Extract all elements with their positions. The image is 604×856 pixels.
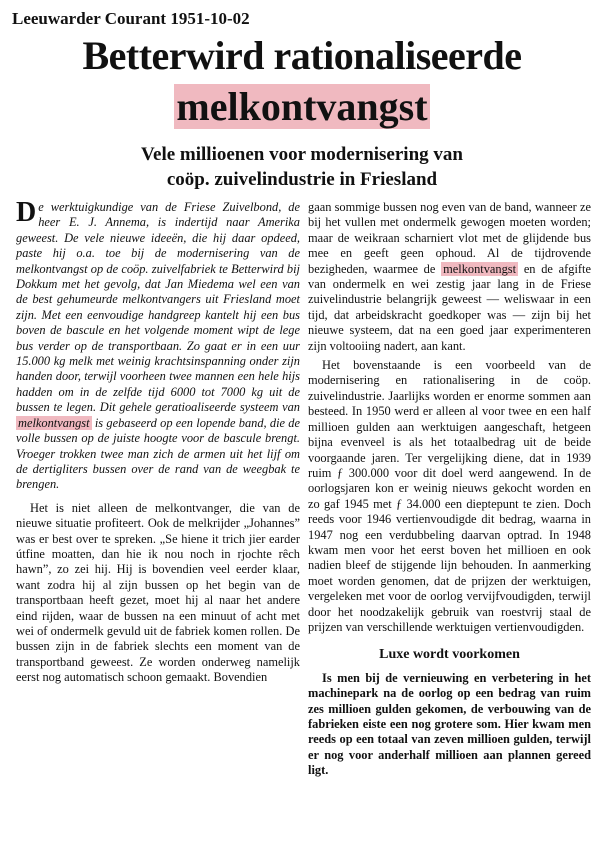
lede-text-1: e werktuigkundige van de Friese Zuivelbond, de heer E. J. Annema, is indertijd naar Amerika geweest. De vele nieuwe ideeën, die hij daar opdeed, paste hij o.a. toe bij de modernisering van de melkontvangst op de coöp. zuivelfabriek te Betterwird bij Dokkum met het gevolg, dat Jan Miedema wel een van de best gehumeurde melkontvangers uit Friesland moet zijn. Met een eenvoudige handgreep kantelt hij een bus boven de bascule en het volgende moment wipt de lege bus verder op de transportbaan. Zo gaat er in een uur 15.000 kg melk met weinig krachtsinspanning onder zijn handen door, terwijl voorheen twee mannen een hele hijs hadden om in de zelfde tijd 6000 tot 7000 kg uit de bussen te legen. Dit gehele geratioaliseerde systeem van: [16, 200, 300, 415]
article-column-right: [308, 200, 591, 779]
subheadline-line-2: coöp. zuivelindustrie in Friesland: [166, 169, 438, 190]
body-text-1: gaan sommige bussen nog even van de band, wanneer ze bij het vullen met ondermelk gewogen moeten worden; maar de weikraan scharniert vlot met de glijdende bus mee en geeft geen ophoud. Al de tijdrovende bezigheden, waarmee de: [308, 200, 591, 276]
drop-cap: D: [16, 197, 37, 228]
newspaper-source-header: Leeuwarder Courant 1951-10-02: [12, 9, 250, 28]
body-paragraph: Het is niet alleen de melkontvanger, die van de nieuwe situatie profiteert. Ook de melkrijder „Johannes” was er best over te spreken. „Se hiene it trich jier earder útfine moatten, dan hie ik nou noch in rjochte rêch hawn”, zo zei hij. Hij is bovendien veel eerder klaar, want zodra hij al zijn bussen op het begin van de transportbaan heeft gezet, moet hij al naar het andere eind rijden, waar de bussen na een minuut of acht met wei of ondermelk gevuld uit de fabriek komen rollen. De bussen zijn in de fabriek slechts een moment van de transportband geweest. Ze worden onderweg namelijk eerst nog automatisch schoon gemaakt. Bovendien: [16, 500, 300, 685]
lede-highlight: melkontvangst: [18, 415, 90, 430]
body-paragraph: [308, 200, 591, 354]
headline-highlight: melkontvangst: [176, 84, 428, 129]
body-highlight: melkontvangst: [443, 261, 517, 276]
body-text-2: en de afgifte van ondermelk en wei zestig jaar lang in de Friese zuivelindustrie belangrijk geweest — weliswaar in een tijd, dat arbeidskracht goedkoper was — zijn bij het nieuwe systeem, dat na een goed jaar experimenteren zijn voltooiing nadert, aan kant.: [308, 261, 591, 353]
subheadline-line-1: Vele millioenen voor modernisering van: [141, 144, 463, 165]
lede-paragraph: [16, 197, 300, 493]
headline-line-1: Betterwird rationaliseerde: [82, 33, 522, 78]
body-paragraph: Het bovenstaande is een voorbeeld van de modernisering en rationalisering in de coöp. zuivelindustrie. Jaarlijks worden er enorme sommen aan besteed. In 1950 werd er alleen al voor twee en een half millioen gulden aan werktuigen aangeschaft, hetgeen bijna evenveel is als het totaalbedrag uit de beide voorgaande jaren. Ter vergelijking diene, dat in 1939 ruim ƒ 300.000 voor dit doel werd aangewend. In de oorlogsjaren kon er weinig nieuws gekocht worden en zo gaf 1945 met ƒ 34.000 een dieptepunt te zien. Doch reeds voor 1946 vertienvoudigde dit bedrag, waarna in 1947 nog een verdubbeling daarvan optrad. In 1948 kwam men voor het eerst boven het millioen en ook nadien bleef de stijgende lijn behouden. In aanmerking moet worden genomen, dat de prijzen der werktuigen, vergeleken met voor de oorlog vervijfvoudigden, terwijl door het noodzakelijk gebruik van roestvrij staal de prijzen van verschillende werktuigen vertienvoudigden.: [308, 358, 591, 634]
lede-text-2: is gebaseerd op een lopende band, die de volle bussen op de juiste hoogte voor de bascule brengt. Vroeger trokken twee man zich de armen uit het lijf om de dertigliters bussen over de rand van de weegbak te brengen.: [16, 415, 300, 492]
body-paragraph-bold: Is men bij de vernieuwing en verbetering in het machinepark na de oorlog op een bedrag van ruim zes millioen gulden gekomen, de verbouwing van de fabrieken eiste een nog grotere som. Hier kwam men reeds op een totaal van zeven millioen gulden, terwijl er nog voor anderhalf millioen aan plannen gereed ligt.: [308, 670, 591, 778]
headline-line-2: [0, 83, 604, 130]
article-column-left: [16, 197, 300, 686]
section-subheading: Luxe wordt voorkomen: [379, 647, 520, 663]
